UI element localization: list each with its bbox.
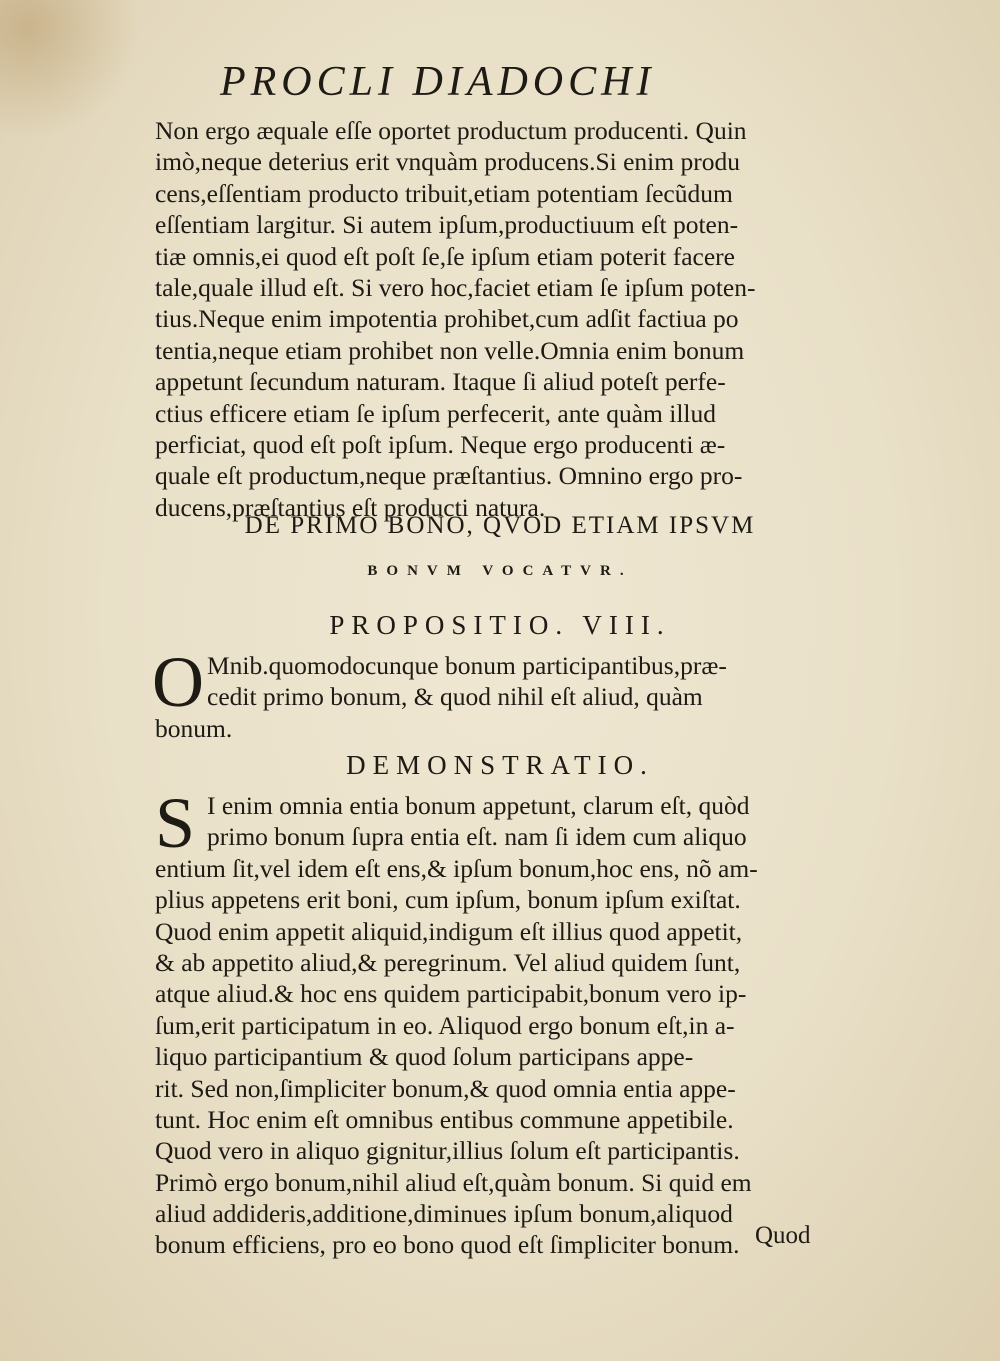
text-line: appetunt ſecundum naturam. Itaque ſi aliud poteſt perfe-: [155, 367, 726, 397]
page-stain: [0, 0, 140, 140]
proposition-text: [155, 650, 845, 744]
proposition-heading: PROPOSITIO. VIII.: [329, 610, 671, 640]
text-line: aliud addideris,additione,diminues ipſum bonum,aliquod: [155, 1199, 733, 1229]
text-line: liquo participantium & quod ſolum participans appe-: [155, 1042, 694, 1072]
text-line: & ab appetito aliud,& peregrinum. Vel aliud quidem ſunt,: [155, 947, 741, 977]
text-line: atque aliud.& hoc ens quidem participabit,bonum vero ip-: [155, 979, 747, 1009]
text-line: tale,quale illud eſt. Si vero hoc,faciet etiam ſe ipſum poten-: [155, 272, 756, 302]
text-line: ctius efficere etiam ſe ipſum perfecerit, ante quàm illud: [155, 398, 716, 428]
text-line: quale eſt productum,neque præſtantius. Omnino ergo pro-: [155, 461, 743, 491]
text-line: bonum efficiens, pro eo bono quod eſt ſimpliciter bonum.: [155, 1230, 740, 1260]
text-line: Quod vero in aliquo gignitur,illius ſolum eſt participantis.: [155, 1136, 740, 1166]
text-line: I enim omnia entia bonum appetunt, clarum eſt, quòd: [207, 791, 750, 820]
text-line: cedit primo bonum, & quod nihil eſt aliud, quàm: [207, 682, 703, 712]
text-line: ſum,erit participatum in eo. Aliquod ergo bonum eſt,in a-: [155, 1010, 735, 1040]
text-line: Non ergo æquale eſſe oportet productum producenti. Quin: [155, 116, 747, 145]
dropcap-s: S: [155, 783, 196, 863]
text-line: plius appetens erit boni, cum ipſum, bonum ipſum exiſtat.: [155, 885, 741, 915]
text-line: tunt. Hoc enim eſt omnibus entibus commune appetibile.: [155, 1104, 734, 1134]
text-line: Mnib.quomodocunque bonum participantibus,præ-: [207, 651, 727, 680]
demonstration-heading: DEMONSTRATIO.: [346, 750, 654, 780]
paragraph-1: [155, 115, 845, 523]
text-line: cens,eſſentiam producto tribuit,etiam potentiam ſecũdum: [155, 178, 733, 208]
text-line: imò,neque deterius erit vnquàm producens.Si enim produ: [155, 147, 740, 177]
text-line: rit. Sed non,ſimpliciter bonum,& quod omnia entia appe-: [155, 1073, 736, 1103]
text-line: primo bonum ſupra entia eſt. nam ſi idem cum aliquo: [207, 822, 747, 852]
text-line: ducens,præſtantius eſt producti natura.: [155, 492, 546, 522]
text-line: entium ſit,vel idem eſt ens,& ipſum bonum,hoc ens, nõ am-: [155, 853, 758, 883]
text-line: Quod enim appetit aliquid,indigum eſt illius quod appetit,: [155, 916, 743, 946]
text-line: perficiat, quod eſt poſt ipſum. Neque ergo producenti æ-: [155, 429, 726, 459]
catchword: Quod: [755, 1222, 811, 1249]
demonstration-text: [155, 783, 845, 1261]
text-line: eſſentiam largitur. Si autem ipſum,productiuum eſt poten-: [155, 210, 739, 240]
text-line: tius.Neque enim impotentia prohibet,cum adſit factiua po: [155, 304, 739, 334]
text-line: tentia,neque etiam prohibet non velle.Omnia enim bonum: [155, 335, 745, 365]
text-line: Primò ergo bonum,nihil aliud eſt,quàm bonum. Si quid em: [155, 1167, 752, 1197]
section-title: DE PRIMO BONO, QVOD ETIAM IPSVM: [244, 512, 756, 539]
dropcap-o: O: [152, 642, 204, 722]
text-line: tiæ omnis,ei quod eſt poſt ſe,ſe ipſum etiam poterit facere: [155, 241, 735, 271]
text-line: bonum.: [155, 713, 233, 743]
running-head: PROCLI DIADOCHI: [220, 59, 656, 105]
section-subtitle: BONVM VOCATVR.: [367, 563, 633, 579]
